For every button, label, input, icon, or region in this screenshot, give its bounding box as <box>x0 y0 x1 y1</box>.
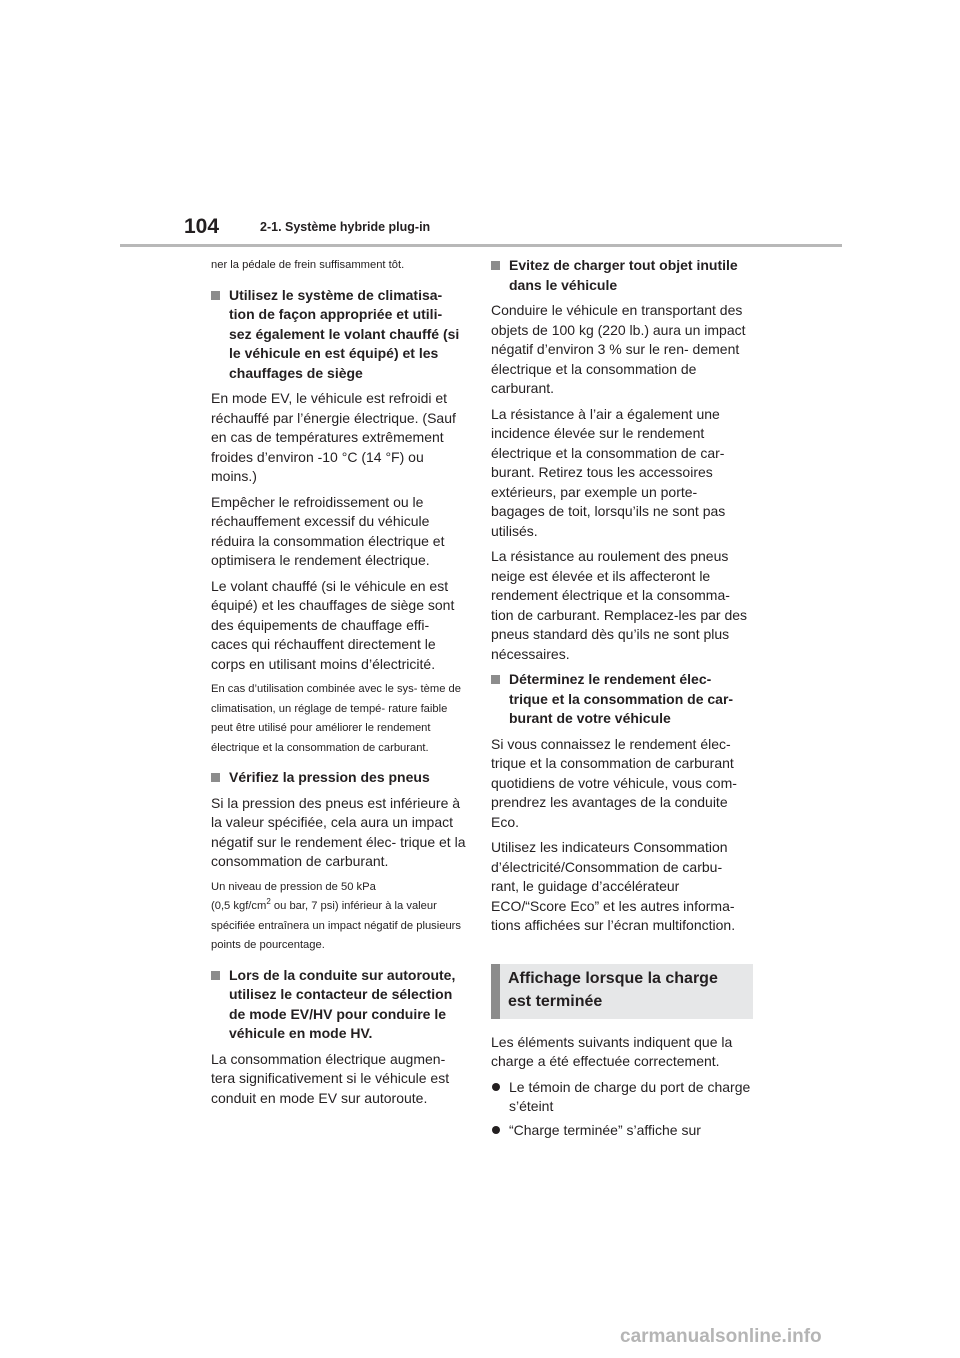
heading-tire-pressure <box>211 768 467 788</box>
page-number: 104 <box>184 215 220 238</box>
heading-highway <box>211 966 467 1044</box>
heading-text: Evitez de charger tout objet inutile dans le véhicule <box>509 257 738 293</box>
heading-determine-efficiency <box>491 670 753 729</box>
heading-text: Déterminez le rendement élec- trique et la consommation de car- burant de votre véhicule <box>509 671 734 726</box>
round-bullet-icon <box>492 1083 500 1091</box>
heading-text: Lors de la conduite sur autoroute, utilisez le contacteur de sélection de mode EV/HV pour conduire le véhicule en mode HV. <box>229 966 456 1041</box>
section-title: 2-1. Système hybride plug-in <box>260 220 431 234</box>
list-item-text: “Charge terminée” s’affiche sur <box>509 1121 701 1138</box>
note-paragraph: En cas d’utilisation combinée avec le sys- tème de climatisation, un réglage de tempé- rature faible peut être utilisé pour améliorer le rendement électrique et la consommation de carburant. <box>211 683 461 754</box>
square-bullet-icon <box>491 261 500 270</box>
paragraph: Conduire le véhicule en transportant des objets de 100 kg (220 lb.) aura un impact négatif d’environ 3 % sur le ren- dement électrique et la consommation de carburant. <box>491 302 746 396</box>
paragraph: Empêcher le refroidissement ou le réchauffement excessif du véhicule réduira la consommation électrique et optimisera le rendement électrique. <box>211 493 445 568</box>
list-item <box>491 1078 753 1117</box>
square-bullet-icon <box>211 291 220 300</box>
note-text: Un niveau de pression de 50 kPa <box>211 880 376 893</box>
square-bullet-icon <box>491 675 500 684</box>
paragraph: La consommation électrique augmen- tera significativement si le véhicule est conduit en mode EV sur autoroute. <box>211 1050 450 1106</box>
heading-climatisation <box>211 286 467 384</box>
superscript: 2 <box>266 897 271 906</box>
square-bullet-icon <box>211 971 220 980</box>
section-box-heading: Affichage lorsque la charge est terminée <box>491 964 753 1019</box>
left-column <box>211 256 467 1114</box>
paragraph: Si vous connaissez le rendement élec- trique et la consommation de carburant quotidiens de votre véhicule, vous com- prendrez les avantages de la conduite Eco. <box>491 735 737 830</box>
watermark: carmanualsonline.info <box>620 1326 822 1347</box>
note-text: (0,5 kgf/cm <box>211 900 267 912</box>
header-divider <box>120 244 842 247</box>
paragraph: Si la pression des pneus est inférieure à la valeur spécifiée, cela aura un impact négatif sur le rendement élec- trique et la consommation de carburant. <box>211 794 466 869</box>
paragraph: Le volant chauffé (si le véhicule en est équipé) et les chauffages de siège sont des équipements de chauffage effi- caces qui réchauffent directement le corps en utilisant moins d’électricité. <box>211 577 455 672</box>
note-text: ou bar, 7 psi) inférieur à la valeur spécifiée entraînera un impact négatif de plusieurs points de pourcentage. <box>211 900 462 951</box>
paragraph: La résistance à l’air a également une incidence élevée sur le rendement électrique et la consommation de car- burant. Retirez tous les accessoires extérieurs, par exemple un porte- bagages de toit, lorsqu’ils ne sont pas utilisés. <box>491 405 726 539</box>
paragraph: Les éléments suivants indiquent que la charge a été effectuée correctement. <box>491 1033 733 1069</box>
paragraph: La résistance au roulement des pneus neige est élevée et ils affecteront le rendement électrique et la consomma- tion de carburant. Remplacez-les par des pneus standard dès qu’ils ne sont plus nécessaires. <box>491 548 748 662</box>
continued-paragraph: ner la pédale de frein suffisamment tôt. <box>211 259 405 271</box>
list-item-text: Le témoin de charge du port de charge s’éteint <box>509 1078 751 1114</box>
round-bullet-icon <box>492 1126 500 1134</box>
square-bullet-icon <box>211 773 220 782</box>
note-paragraph <box>211 878 467 956</box>
list-item <box>491 1121 753 1141</box>
heading-unnecessary-load <box>491 256 753 295</box>
heading-text: Utilisez le système de climatisa- tion de façon appropriée et utili- sez également le volant chauffé (si le véhicule en est équipé) et les chauffages de siège <box>229 286 460 381</box>
paragraph: En mode EV, le véhicule est refroidi et réchauffé par l’énergie électrique. (Sauf en cas de températures extrêmement froides d’environ -10 °C (14 °F) ou moins.) <box>211 390 456 484</box>
right-column <box>491 256 753 1144</box>
heading-text: Vérifiez la pression des pneus <box>229 769 430 785</box>
paragraph: Utilisez les indicateurs Consommation d’électricité/Consommation de carbu- rant, le guidage d’accélérateur ECO/“Score Eco” et les autres informa- tions affichées sur l’écran multifonction. <box>491 839 736 933</box>
